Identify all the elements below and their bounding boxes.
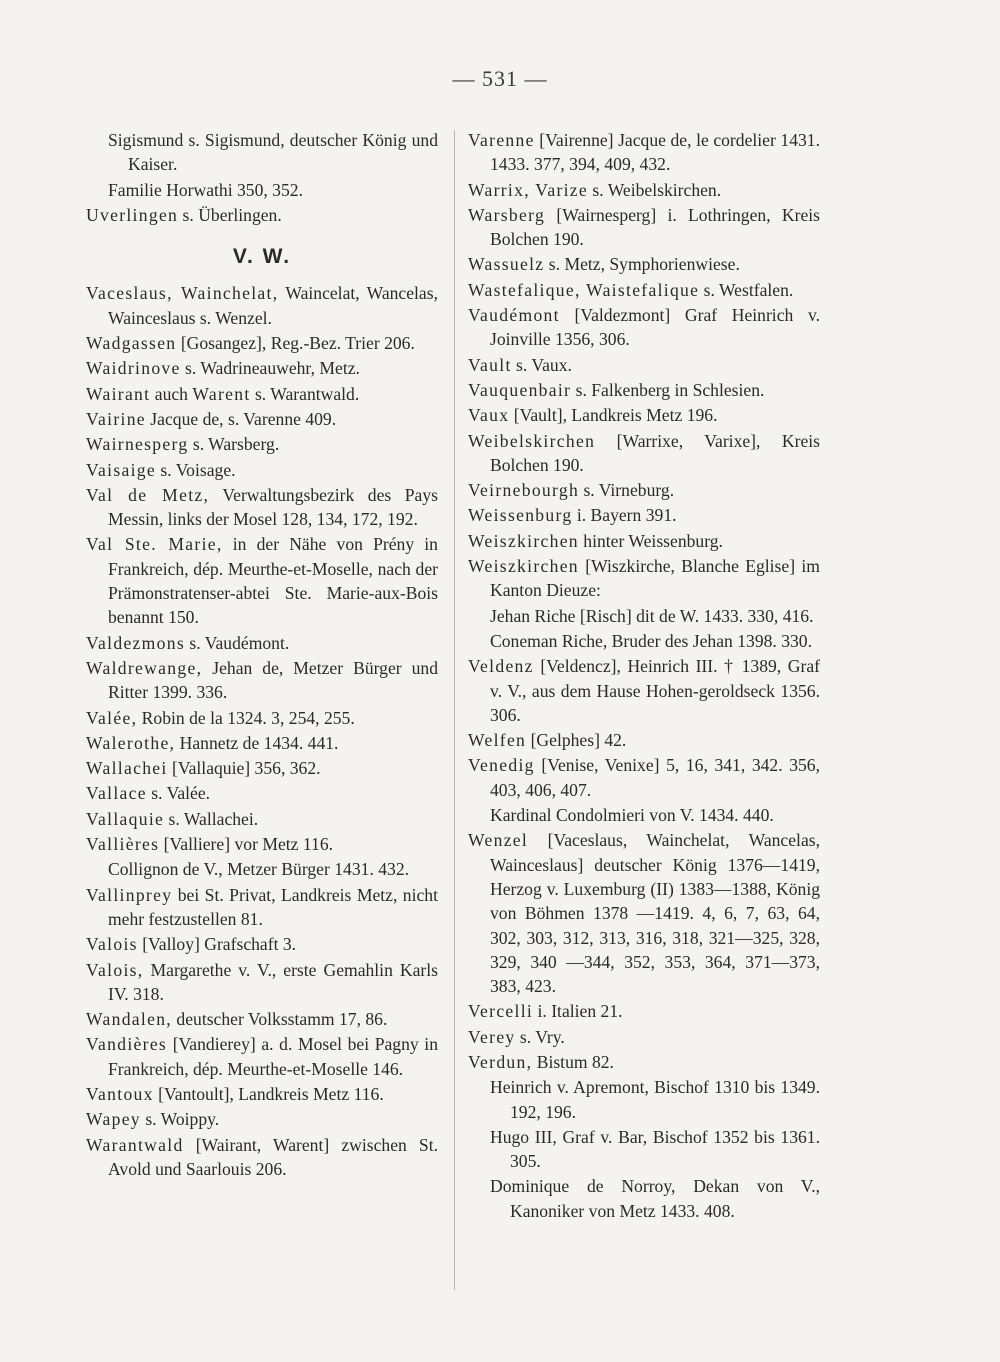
entry-text: [Wiszkirche, Blanche Eglise] im Kanton Dieuze: bbox=[490, 556, 820, 601]
index-entry bbox=[86, 1032, 438, 1081]
entry-text: Hugo III, Graf v. Bar, Bischof 1352 bis 1361. 305. bbox=[490, 1126, 820, 1172]
entry-keyword: Val Ste. Marie, bbox=[86, 534, 223, 555]
right-column bbox=[468, 128, 820, 1224]
entry-keyword: Waldrewange, bbox=[86, 657, 203, 678]
entry-text: s. Warantwald. bbox=[250, 383, 360, 404]
entry-keyword: Valée, bbox=[86, 707, 138, 728]
index-entry bbox=[468, 353, 820, 377]
column-divider bbox=[454, 130, 455, 1290]
entry-text: [Gosangez], Reg.-Bez. Trier 206. bbox=[176, 333, 415, 354]
entry-text: bei St. Privat, Landkreis Metz, nicht mehr festzustellen 81. bbox=[108, 884, 438, 929]
index-entry bbox=[468, 654, 820, 727]
entry-text: s. Überlingen. bbox=[178, 204, 282, 225]
index-entry bbox=[86, 203, 438, 227]
index-entry bbox=[86, 731, 438, 755]
entry-text: s. Woippy. bbox=[140, 1109, 220, 1130]
entry-text: Jehan de, Metzer Bürger und Ritter 1399. 336. bbox=[108, 657, 438, 703]
entry-keyword: Veldenz bbox=[468, 656, 534, 677]
entry-keyword: Warent bbox=[192, 383, 251, 404]
entry-keyword: Vallace bbox=[86, 783, 147, 804]
entry-keyword: Verey bbox=[468, 1026, 516, 1047]
entry-text: Dominique de Norroy, Dekan von V., Kanoniker von Metz 1433. 408. bbox=[490, 1176, 820, 1221]
index-entry bbox=[86, 1082, 438, 1106]
entry-text: Familie Horwathi 350, 352. bbox=[108, 179, 303, 200]
index-entry bbox=[86, 932, 438, 956]
entry-keyword: Vercelli bbox=[468, 1001, 534, 1022]
entry-text: Coneman Riche, Bruder des Jehan 1398. 330. bbox=[490, 630, 812, 651]
entry-keyword: Vaux bbox=[468, 405, 510, 426]
entry-text: s. Wallachei. bbox=[164, 808, 259, 829]
entry-keyword: Vantoux bbox=[86, 1083, 154, 1104]
entry-keyword: Varenne bbox=[468, 130, 535, 150]
entry-keyword: Wassuelz bbox=[468, 254, 545, 275]
entry-text: Margarethe v. V., erste Gemahlin Karls IV. 318. bbox=[108, 959, 438, 1004]
index-entry bbox=[86, 356, 438, 380]
index-subentry bbox=[86, 857, 438, 881]
index-entry bbox=[468, 529, 820, 553]
index-entry bbox=[86, 432, 438, 456]
index-entry bbox=[468, 1050, 820, 1074]
index-entry bbox=[86, 656, 438, 705]
entry-text: s. Virneburg. bbox=[579, 480, 675, 501]
index-entry bbox=[468, 178, 820, 202]
entry-keyword: Vallières bbox=[86, 834, 160, 855]
index-entry bbox=[86, 382, 438, 406]
index-entry bbox=[468, 503, 820, 527]
index-entry bbox=[468, 728, 820, 752]
entry-text: s. Falkenberg in Schlesien. bbox=[571, 379, 765, 400]
entry-keyword: Wastefalique, Waistefalique bbox=[468, 279, 700, 300]
index-subentry bbox=[468, 1075, 820, 1124]
index-entry bbox=[468, 1025, 820, 1049]
entry-text: [Veldencz], Heinrich III. † 1389, Graf v. V., aus dem Hause Hohen-geroldseck 1356. 306. bbox=[490, 656, 820, 725]
entry-keyword: Wairant bbox=[86, 383, 151, 404]
entry-keyword: Vallinprey bbox=[86, 884, 173, 905]
entry-text: Robin de la 1324. 3, 254, 255. bbox=[137, 707, 355, 728]
index-entry bbox=[468, 478, 820, 502]
entry-text: Sigismund s. Sigismund, deutscher König und Kaiser. bbox=[108, 130, 438, 175]
entry-keyword: Walerothe, bbox=[86, 732, 176, 753]
entry-text: [Vantoult], Landkreis Metz 116. bbox=[153, 1083, 384, 1104]
entry-text: Bistum 82. bbox=[532, 1051, 614, 1072]
index-subentry bbox=[468, 604, 820, 628]
entry-text: [Vaceslaus, Wainchelat, Wancelas, Wainceslaus] deutscher König 1376—1419, Herzog v. Luxemburg (II) 1383—1388, König von Böhmen 1378 —1419. 4, 6, 7, 63, 64, 302, 303, 312, 313, 316, 318, 321—325, 328, 329, 340 —344, 352, 353, 364, 371—373, 383, 423. bbox=[490, 830, 820, 997]
entry-text: [Valloy] Grafschaft 3. bbox=[137, 934, 297, 955]
entry-text: Jehan Riche [Risch] dit de W. 1433. 330, 416. bbox=[490, 605, 814, 626]
index-entry bbox=[468, 203, 820, 252]
entry-text: Kardinal Condolmieri von V. 1434. 440. bbox=[490, 805, 774, 826]
index-entry bbox=[468, 278, 820, 302]
page-number: — 531 — bbox=[452, 66, 548, 91]
index-entry bbox=[86, 781, 438, 805]
index-entry bbox=[86, 1107, 438, 1131]
entry-keyword: Valdezmons bbox=[86, 632, 185, 653]
entry-text: [Venise, Venixe] 5, 16, 341, 342. 356, 403, 406, 407. bbox=[490, 755, 820, 800]
entry-text: Hannetz de 1434. 441. bbox=[175, 732, 339, 753]
entry-keyword: Verdun, bbox=[468, 1051, 533, 1072]
index-entry bbox=[468, 128, 820, 177]
entry-keyword: Valois, bbox=[86, 959, 144, 980]
entry-keyword: Vandières bbox=[86, 1034, 168, 1055]
index-entry bbox=[86, 807, 438, 831]
entry-keyword: Weibelskirchen bbox=[468, 430, 596, 451]
entry-text: [Vault], Landkreis Metz 196. bbox=[509, 405, 718, 426]
entry-text: auch bbox=[150, 383, 193, 404]
index-entry bbox=[86, 407, 438, 431]
entry-keyword: Weiszkirchen bbox=[468, 556, 579, 577]
entry-keyword: Wadgassen bbox=[86, 333, 177, 354]
entry-keyword: Veirnebourgh bbox=[468, 480, 580, 501]
entry-text: hinter Weissenburg. bbox=[578, 530, 723, 551]
entry-text: s. Metz, Symphorienwiese. bbox=[544, 254, 740, 275]
entry-keyword: Wapey bbox=[86, 1109, 141, 1130]
entry-keyword: Welfen bbox=[468, 730, 527, 751]
entry-text: s. Weibelskirchen. bbox=[588, 179, 722, 200]
entry-keyword: Weissenburg bbox=[468, 505, 573, 526]
entry-text: Verwaltungsbezirk des Pays Messin, links der Mosel 128, 134, 172, 192. bbox=[108, 484, 438, 530]
index-subentry bbox=[468, 1125, 820, 1174]
entry-keyword: Warsberg bbox=[468, 204, 546, 225]
entry-text: Jacque de, s. Varenne 409. bbox=[145, 408, 337, 429]
index-subentry bbox=[468, 803, 820, 827]
entry-text: s. Vaudémont. bbox=[185, 632, 290, 653]
entry-keyword: Vallaquie bbox=[86, 808, 165, 829]
entry-keyword: Vaudémont bbox=[468, 305, 560, 326]
entry-text: [Wairant, Warent] zwischen St. Avold und Saarlouis 206. bbox=[108, 1134, 438, 1179]
entry-keyword: Vairine bbox=[86, 408, 146, 429]
entry-keyword: Vaceslaus, Wainchelat, bbox=[86, 283, 279, 304]
section-heading: V. W. bbox=[232, 245, 292, 269]
index-entry bbox=[468, 753, 820, 802]
entry-keyword: Weiszkirchen bbox=[468, 530, 579, 551]
entry-keyword: Val de Metz, bbox=[86, 484, 210, 505]
entry-text: [Valdezmont] Graf Heinrich v. Joinville 1356, 306. bbox=[490, 305, 820, 350]
left-column bbox=[86, 128, 438, 1182]
entry-text: s. Voisage. bbox=[156, 459, 236, 480]
index-entry bbox=[86, 532, 438, 629]
index-entry bbox=[468, 378, 820, 402]
index-entry bbox=[86, 631, 438, 655]
index-entry bbox=[86, 958, 438, 1007]
entry-text: s. Valée. bbox=[146, 783, 211, 804]
entry-text: s. Westfalen. bbox=[699, 279, 794, 300]
entry-keyword: Vault bbox=[468, 354, 512, 375]
index-entry bbox=[468, 429, 820, 478]
entry-keyword: Vaisaige bbox=[86, 459, 157, 480]
entry-text: [Vallaquie] 356, 362. bbox=[167, 758, 321, 779]
entry-keyword: Wairnesperg bbox=[86, 434, 189, 455]
entry-text: s. Warsberg. bbox=[188, 434, 280, 455]
index-entry bbox=[468, 828, 820, 998]
entry-text: s. Vry. bbox=[515, 1026, 565, 1047]
index-entry bbox=[468, 252, 820, 276]
index-subentry bbox=[86, 178, 438, 202]
entry-keyword: Valois bbox=[86, 934, 138, 955]
entry-text: in der Nähe von Prény in Frankreich, dép. Meurthe-et-Moselle, nach der Prämonstratenser-abtei Ste. Marie-aux-Bois benannt 150. bbox=[108, 534, 438, 628]
entry-text: Collignon de V., Metzer Bürger 1431. 432. bbox=[108, 859, 410, 880]
index-entry bbox=[468, 303, 820, 352]
entry-keyword: Vauquenbair bbox=[468, 379, 572, 400]
index-entry bbox=[468, 554, 820, 603]
index-entry bbox=[86, 281, 438, 330]
index-subentry bbox=[468, 629, 820, 653]
entry-text: s. Wadrineauwehr, Metz. bbox=[180, 358, 360, 379]
index-entry bbox=[468, 999, 820, 1023]
entry-keyword: Venedig bbox=[468, 755, 535, 776]
index-entry bbox=[86, 756, 438, 780]
entry-text: deutscher Volksstamm 17, 86. bbox=[172, 1009, 388, 1030]
entry-text: [Valliere] vor Metz 116. bbox=[159, 834, 334, 855]
entry-text: [Vairenne] Jacque de, le cordelier 1431. 1433. 377, 394, 409, 432. bbox=[490, 130, 820, 175]
index-entry bbox=[86, 832, 438, 856]
index-subentry bbox=[468, 1174, 820, 1223]
entry-text: [Wairnesperg] i. Lothringen, Kreis Bolchen 190. bbox=[490, 204, 820, 250]
entry-text: i. Bayern 391. bbox=[572, 505, 677, 526]
entry-keyword: Waidrinove bbox=[86, 358, 181, 379]
entry-keyword: Uverlingen bbox=[86, 204, 179, 225]
index-entry bbox=[86, 458, 438, 482]
entry-keyword: Wandalen, bbox=[86, 1009, 173, 1030]
index-entry bbox=[86, 483, 438, 532]
index-entry bbox=[468, 403, 820, 427]
index-entry bbox=[86, 331, 438, 355]
entry-keyword: Wallachei bbox=[86, 758, 168, 779]
index-entry bbox=[86, 706, 438, 730]
index-entry bbox=[86, 1007, 438, 1031]
entry-text: Heinrich v. Apremont, Bischof 1310 bis 1349. 192, 196. bbox=[490, 1077, 820, 1122]
entry-text: [Gelphes] 42. bbox=[526, 730, 627, 751]
entry-text: [Warrixe, Varixe], Kreis Bolchen 190. bbox=[490, 430, 820, 475]
index-entry bbox=[86, 1133, 438, 1182]
index-subentry bbox=[86, 128, 438, 177]
entry-keyword: Wenzel bbox=[468, 830, 529, 851]
index-entry bbox=[86, 883, 438, 932]
entry-text: Waincelat, Wancelas, Wainceslaus s. Wenzel. bbox=[108, 283, 438, 328]
entry-keyword: Warantwald bbox=[86, 1134, 184, 1155]
entry-text: i. Italien 21. bbox=[533, 1001, 623, 1022]
entry-text: [Vandierey] a. d. Mosel bei Pagny in Frankreich, dép. Meurthe-et-Moselle 146. bbox=[108, 1034, 438, 1079]
entry-text: s. Vaux. bbox=[511, 354, 572, 375]
entry-keyword: Warrix, Varize bbox=[468, 179, 589, 200]
